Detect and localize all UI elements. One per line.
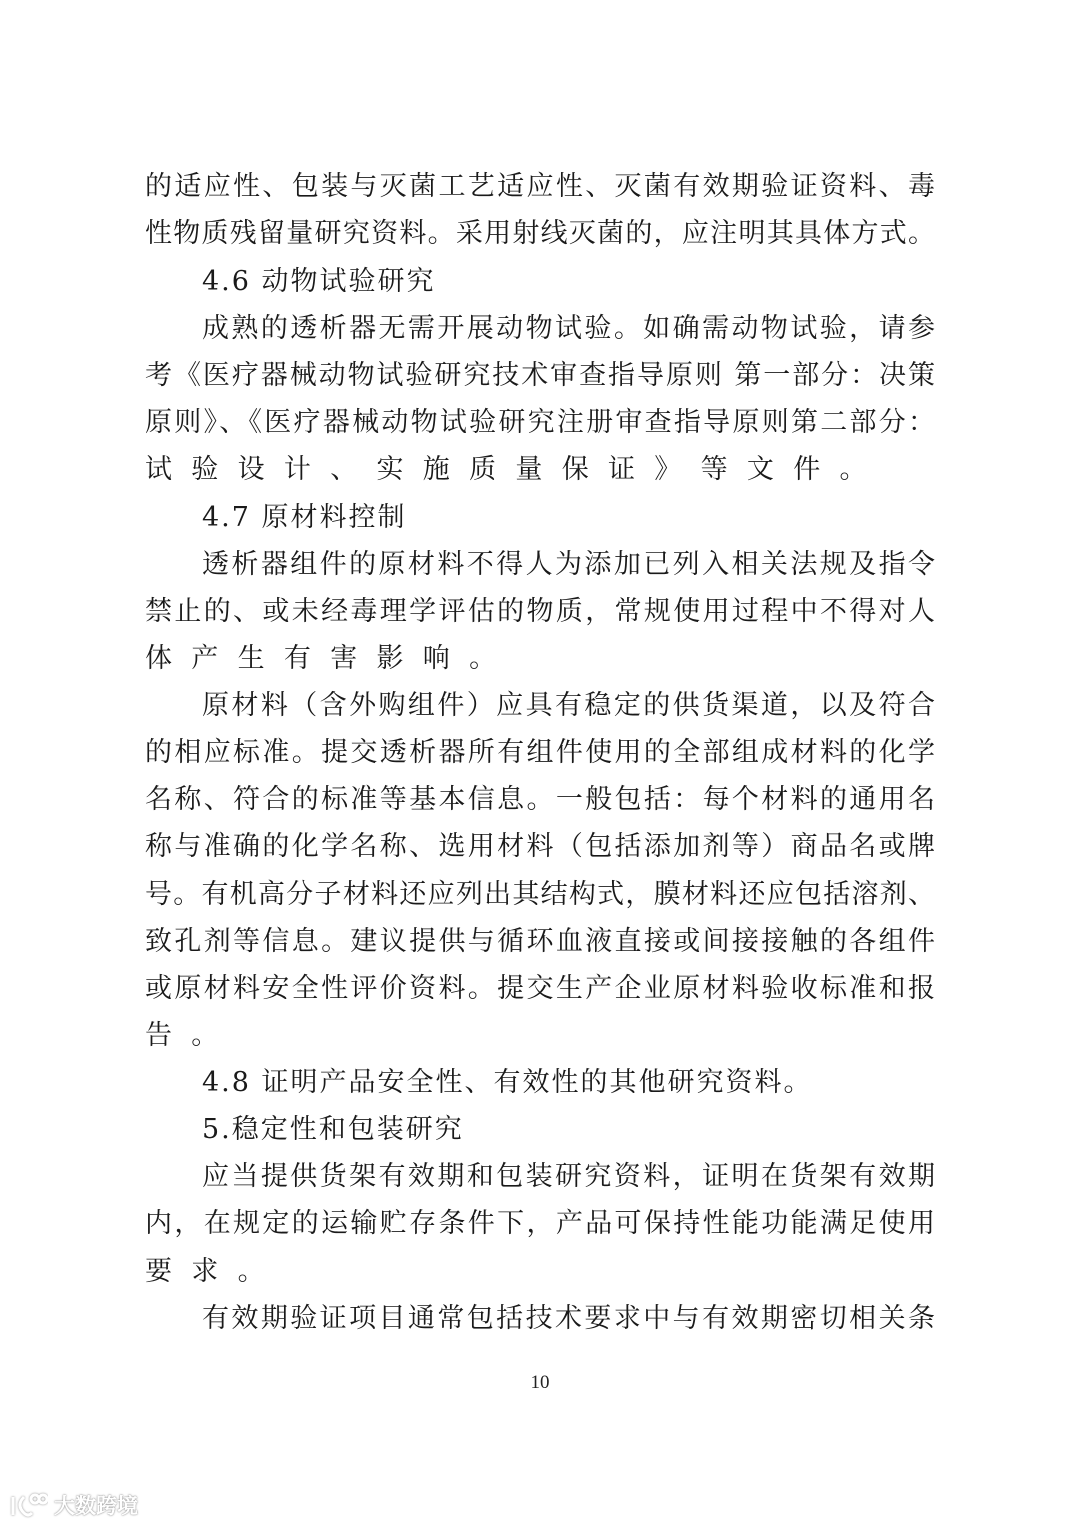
text-line: 名称、符合的标准等基本信息。一般包括：每个材料的通用名 — [145, 784, 935, 815]
text-line: 要求。 — [145, 1256, 284, 1287]
section-heading: 5.稳定性和包装研究 — [202, 1114, 464, 1145]
text-line: 性物质残留量研究资料。采用射线灭菌的，应注明其具体方式。 — [145, 218, 935, 249]
text-line: 称与准确的化学名称、选用材料（包括添加剂等）商品名或牌 — [145, 831, 935, 862]
watermark-text: 大数跨境 — [54, 1494, 138, 1518]
text-line: 有效期验证项目通常包括技术要求中与有效期密切相关条 — [202, 1303, 935, 1334]
text-line: 考《医疗器械动物试验研究技术审查指导原则 第一部分：决策 — [145, 360, 935, 391]
text-line: 原材料（含外购组件）应具有稳定的供货渠道，以及符合 — [202, 690, 935, 721]
page-number: 10 — [530, 1372, 550, 1393]
watermark — [8, 1490, 138, 1520]
text-line: 体产生有害影响。 — [145, 643, 516, 674]
text-line: 告。 — [145, 1020, 238, 1051]
text-line: 应当提供货架有效期和包装研究资料，证明在货架有效期 — [202, 1161, 935, 1192]
text-line: 或原材料安全性评价资料。提交生产企业原材料验收标准和报 — [145, 973, 935, 1004]
section-heading: 4.6 动物试验研究 — [202, 266, 436, 297]
section-heading: 4.8 证明产品安全性、有效性的其他研究资料。 — [202, 1067, 813, 1098]
text-line: 原则》、《医疗器械动物试验研究注册审查指导原则第二部分： — [145, 407, 935, 438]
text-line: 成熟的透析器无需开展动物试验。如确需动物试验，请参 — [202, 313, 935, 344]
text-line: 试验设计、实施质量保证》等文件。 — [145, 454, 886, 485]
text-line: 透析器组件的原材料不得人为添加已列入相关法规及指令 — [202, 549, 935, 580]
text-line: 禁止的、或未经毒理学评估的物质，常规使用过程中不得对人 — [145, 596, 935, 627]
text-line: 号。有机高分子材料还应列出其结构式，膜材料还应包括溶剂、 — [145, 879, 935, 910]
text-line: 的相应标准。提交透析器所有组件使用的全部组成材料的化学 — [145, 737, 935, 768]
section-heading: 4.7 原材料控制 — [202, 502, 407, 533]
k100-logo-icon — [8, 1491, 48, 1519]
text-line: 的适应性、包装与灭菌工艺适应性、灭菌有效期验证资料、毒 — [145, 171, 935, 202]
text-line: 致孔剂等信息。建议提供与循环血液直接或间接接触的各组件 — [145, 926, 935, 957]
text-line: 内，在规定的运输贮存条件下，产品可保持性能功能满足使用 — [145, 1208, 935, 1239]
